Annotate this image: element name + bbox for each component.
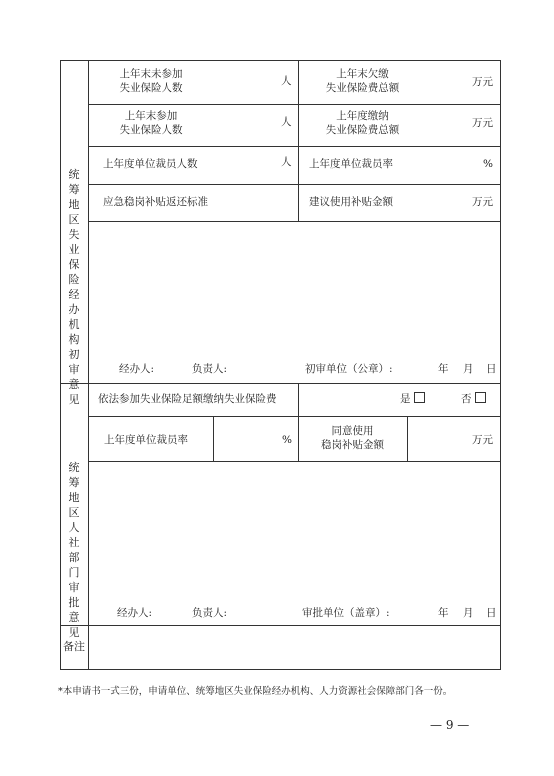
table-border-right	[500, 60, 501, 670]
label-arrears-total: 上年末欠缴 失业保险费总额	[325, 68, 400, 94]
remarks-divider	[60, 625, 501, 626]
label-layoff-rate: 上年度单位裁员率	[309, 158, 393, 170]
label-column-divider	[88, 60, 89, 670]
unit-10k-yuan: 万元	[472, 117, 493, 129]
section-divider	[60, 383, 501, 384]
section2-side-label: 统筹地区人社部门审批意见	[68, 461, 80, 639]
unit-10k-yuan: 万元	[472, 196, 493, 208]
review-unit-label: 初审单位（公章）:	[305, 363, 393, 375]
handler-label: 经办人:	[119, 363, 155, 375]
label-full-contribution: 依法参加失业保险足额缴纳失业保险费	[98, 393, 277, 405]
yes-option[interactable]: 是	[400, 392, 425, 406]
unit-10k-yuan: 万元	[472, 434, 493, 446]
table-border-top	[60, 60, 501, 61]
unit-percent: %	[483, 158, 493, 170]
year-label: 年	[438, 363, 449, 375]
day-label: 日	[486, 363, 497, 375]
label-suggested-amount: 建议使用补贴金额	[309, 196, 393, 208]
day-label: 日	[486, 607, 497, 619]
month-label: 月	[463, 363, 474, 375]
unit-persons: 人	[281, 75, 292, 87]
page-number: — 9 —	[430, 718, 470, 732]
label-layoff-rate-2: 上年度单位裁员率	[104, 434, 188, 446]
responsible-label: 负责人:	[192, 607, 228, 619]
unit-10k-yuan: 万元	[472, 76, 493, 88]
label-layoff-count: 上年度单位裁员人数	[103, 158, 198, 170]
table-border-left	[60, 60, 61, 670]
footnote: *本申请书一式三份，申请单位、统筹地区失业保险经办机构、人力资源社会保障部门各一份。	[58, 686, 453, 697]
remarks-label: 备注	[63, 640, 85, 653]
unit-percent: %	[282, 434, 292, 446]
section1-side-label: 统筹地区失业保险经办机构初审意见	[68, 168, 80, 406]
unit-persons: 人	[281, 156, 292, 168]
responsible-label: 负责人:	[192, 363, 228, 375]
label-enrolled-count: 上年末参加 失业保险人数	[119, 110, 183, 136]
approval-unit-label: 审批单位（盖章）:	[302, 607, 390, 619]
yes-checkbox[interactable]	[414, 392, 425, 403]
handler-label: 经办人:	[117, 607, 153, 619]
table-border-bottom	[60, 669, 501, 670]
label-agreed-amount: 同意使用 稳岗补贴金额	[321, 425, 384, 451]
no-checkbox[interactable]	[475, 392, 486, 403]
month-label: 月	[463, 607, 474, 619]
label-paid-total: 上年度缴纳 失业保险费总额	[325, 110, 400, 136]
unit-persons: 人	[281, 116, 292, 128]
no-option[interactable]: 否	[461, 392, 486, 406]
label-unenrolled-count: 上年末未参加 失业保险人数	[119, 68, 183, 94]
year-label: 年	[438, 607, 449, 619]
label-refund-standard: 应急稳岗补贴返还标准	[103, 196, 208, 208]
